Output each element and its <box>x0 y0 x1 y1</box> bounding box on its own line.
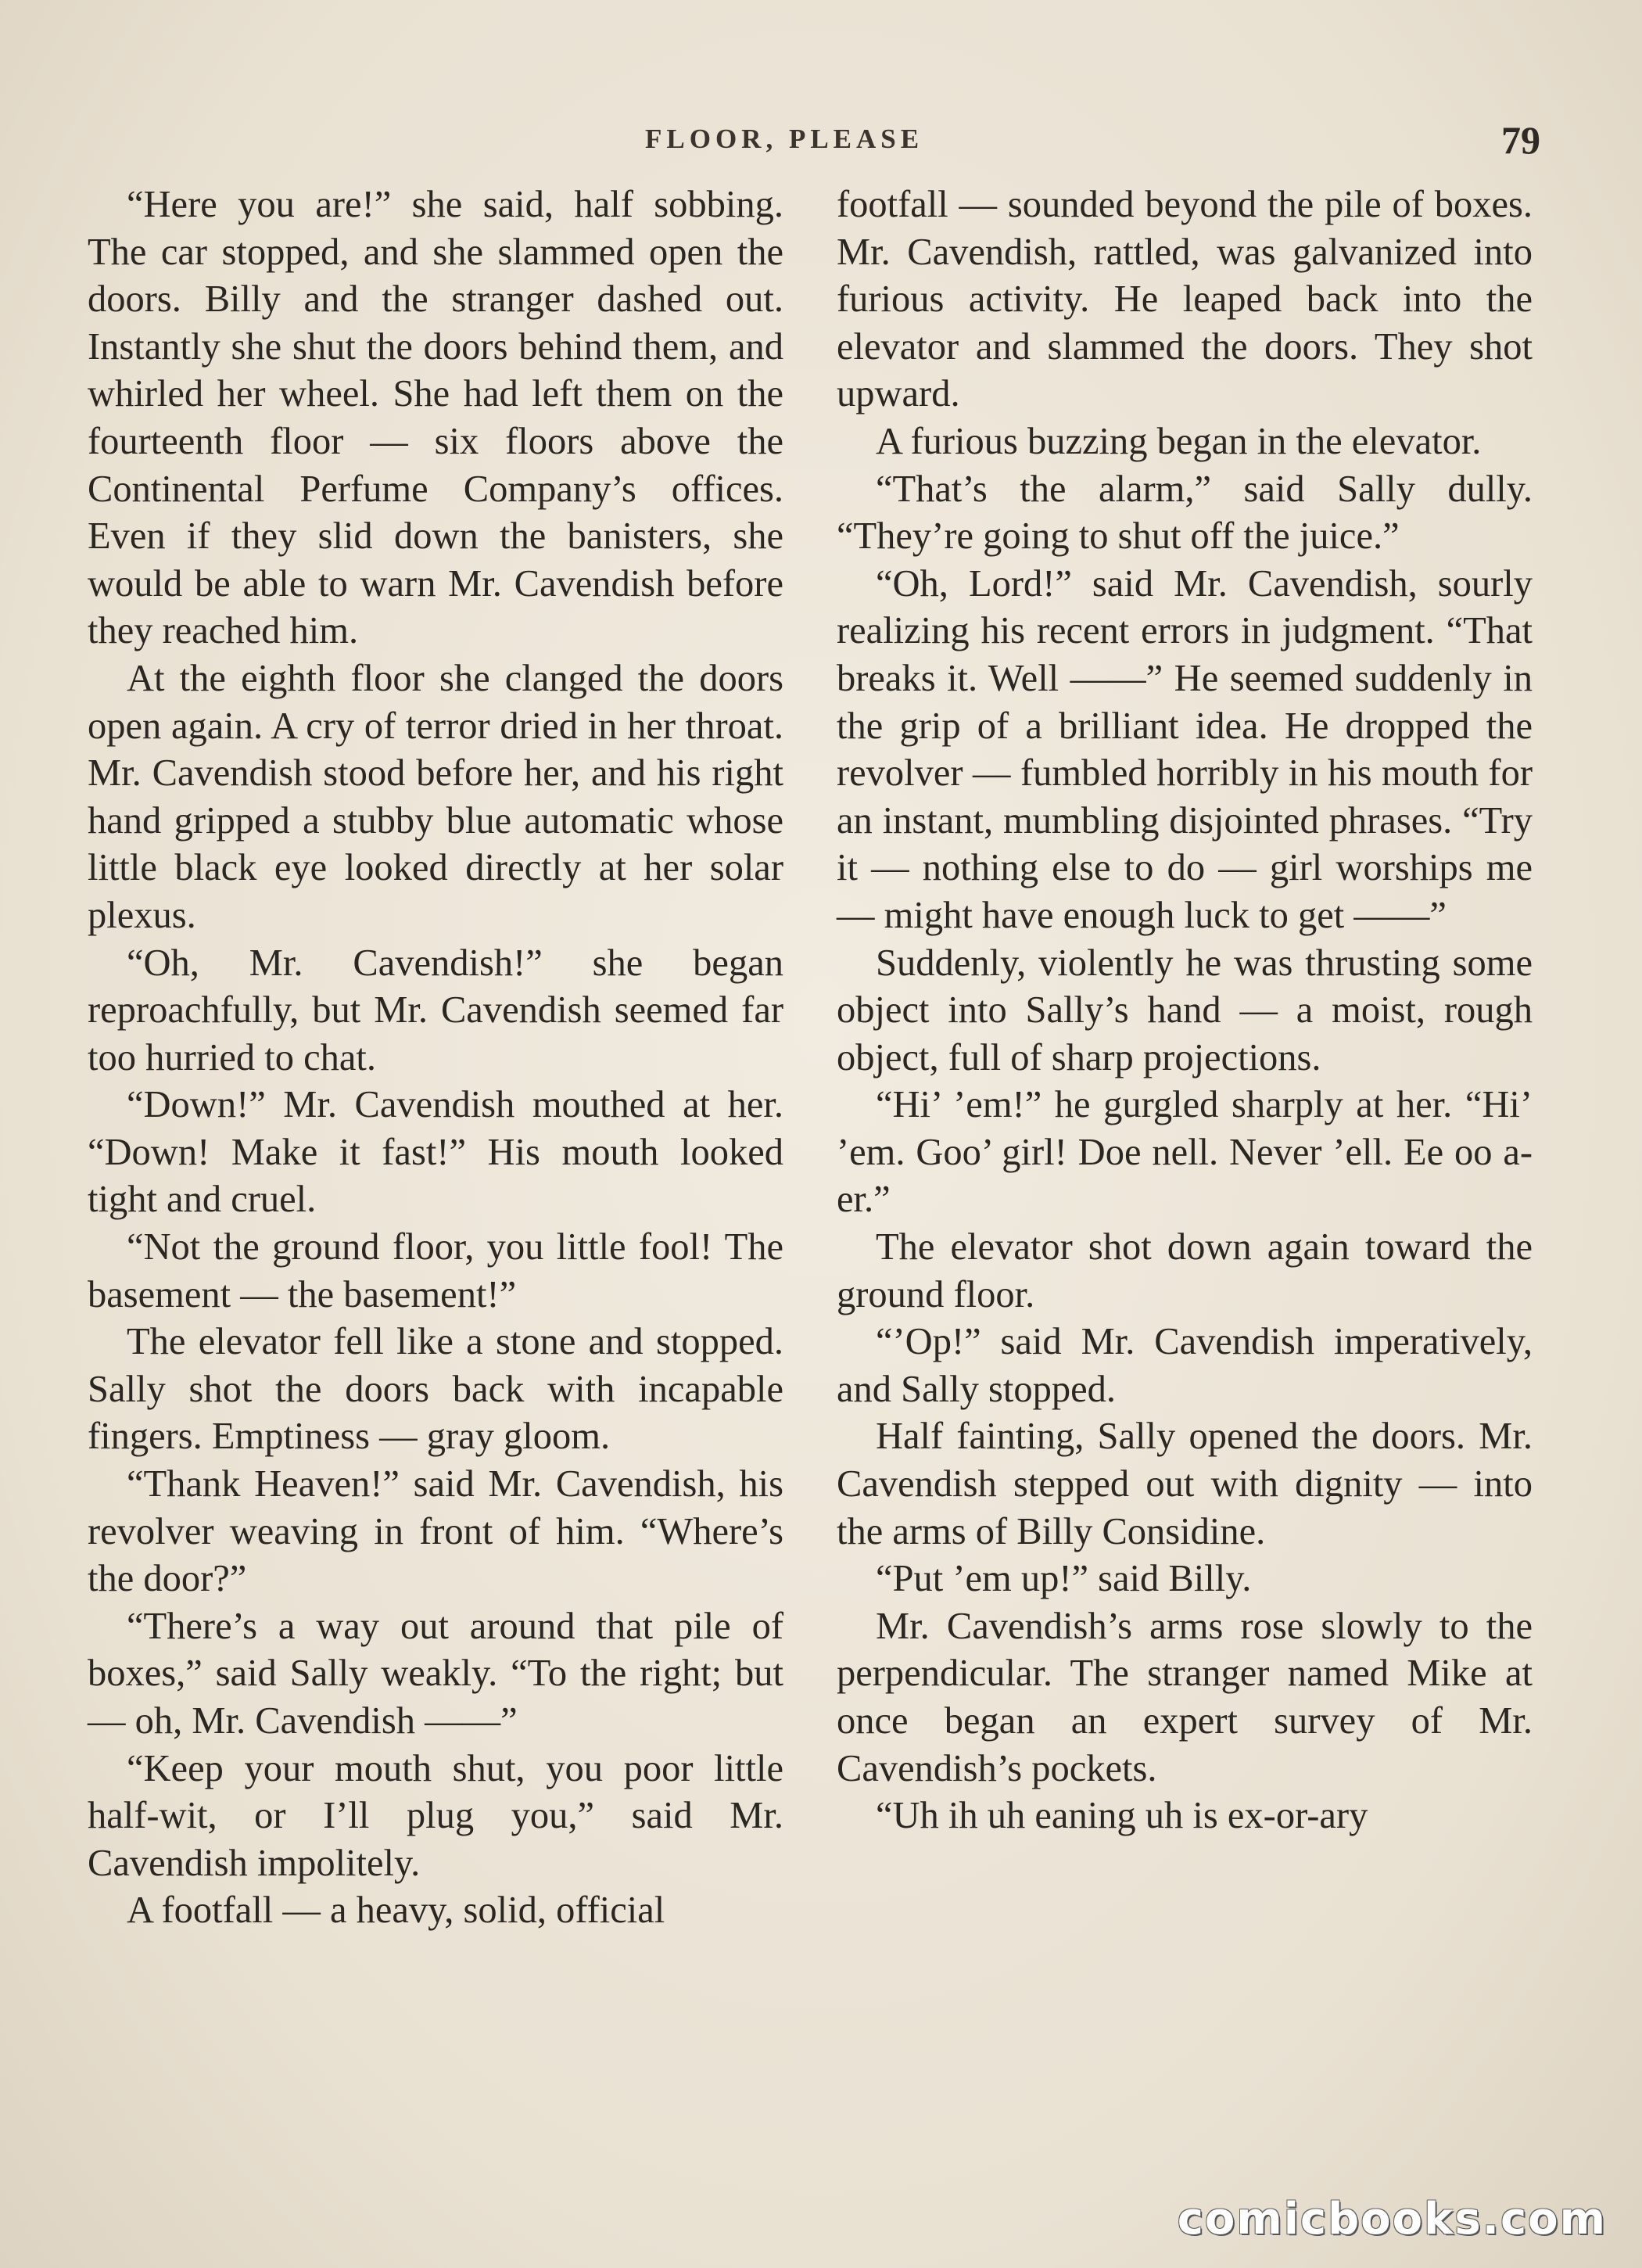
paragraph: “Hi’ ’em!” he gurgled sharply at her. “Hi’ ’em. Goo’ girl! Doe nell. Never ’ell. Ee oo a-er.” <box>837 1084 1533 1221</box>
paragraph: Half fainting, Sally opened the doors. Mr. Cavendish stepped out with dignity — into the arms of Billy Considine. <box>837 1416 1533 1552</box>
paragraph: “Uh ih uh eaning uh is ex-or-ary <box>876 1795 1368 1837</box>
running-title: FLOOR, PLEASE <box>645 124 924 154</box>
paragraph: “Oh, Lord!” said Mr. Cavendish, sourly realizing his recent errors in judgment. “That breaks it. Well ——” He seemed suddenly in the grip of a brilliant idea. He dropped the revolver — fumbled horribly in his mouth for an instant, mumbling disjointed phrases. “Try it — nothing else to do — girl worships me — might have enough luck to get ——” <box>837 562 1533 936</box>
left-column <box>88 181 783 1935</box>
paragraph: “Oh, Mr. Cavendish!” she began reproachfully, but Mr. Cavendish seemed far too hurried to chat. <box>88 942 783 1078</box>
paragraph: At the eighth floor she clanged the doors open again. A cry of terror dried in her throat. Mr. Cavendish stood before her, and his right hand gripped a stubby blue automatic whose little black eye looked directly at her solar plexus. <box>88 657 783 936</box>
paragraph: “Thank Heaven!” said Mr. Cavendish, his revolver weaving in front of him. “Where’s the door?” <box>88 1463 783 1600</box>
paragraph: “Keep your mouth shut, you poor little half-wit, or I’ll plug you,” said Mr. Cavendish impolitely. <box>88 1747 783 1884</box>
paragraph-continued: footfall — sounded beyond the pile of boxes. Mr. Cavendish, rattled, was galvanized into furious activity. He leaped back into the elevator and slammed the doors. They shot upward. <box>837 184 1533 415</box>
paragraph: A footfall — a heavy, solid, official <box>127 1889 665 1932</box>
watermark: comicbooks.com <box>1177 2194 1607 2245</box>
paragraph: “There’s a way out around that pile of boxes,” said Sally weakly. “To the right; but — oh, Mr. Cavendish ——” <box>88 1605 783 1742</box>
paragraph: “’Op!” said Mr. Cavendish imperatively, and Sally stopped. <box>837 1321 1533 1410</box>
page-number: 79 <box>1501 118 1540 162</box>
paragraph: “Not the ground floor, you little fool! The basement — the basement!” <box>88 1226 783 1315</box>
paragraph: A furious buzzing began in the elevator. <box>876 420 1482 462</box>
running-head <box>0 118 1642 163</box>
paragraph: Suddenly, violently he was thrusting some object into Sally’s hand — a moist, rough object, full of sharp projections. <box>837 942 1533 1078</box>
paragraph: The elevator shot down again toward the ground floor. <box>837 1226 1533 1315</box>
right-column <box>837 181 1533 1840</box>
paragraph: “Down!” Mr. Cavendish mouthed at her. “Down! Make it fast!” His mouth looked tight and cruel. <box>88 1084 783 1221</box>
paragraph: “Put ’em up!” said Billy. <box>876 1558 1252 1600</box>
paragraph: “Here you are!” she said, half sobbing. The car stopped, and she slammed open the doors. Billy and the stranger dashed out. Instantly she shut the doors behind them, and whirled her wheel. She had left them on the fourteenth floor — six floors above the Continental Perfume Company’s offices. Even if they slid down the banisters, she would be able to warn Mr. Cavendish before they reached him. <box>88 184 783 652</box>
paragraph: “That’s the alarm,” said Sally dully. “They’re going to shut off the juice.” <box>837 468 1533 558</box>
paragraph: Mr. Cavendish’s arms rose slowly to the perpendicular. The stranger named Mike at once began an expert survey of Mr. Cavendish’s pockets. <box>837 1605 1533 1789</box>
paragraph: The elevator fell like a stone and stopped. Sally shot the doors back with incapable fingers. Emptiness — gray gloom. <box>88 1321 783 1458</box>
